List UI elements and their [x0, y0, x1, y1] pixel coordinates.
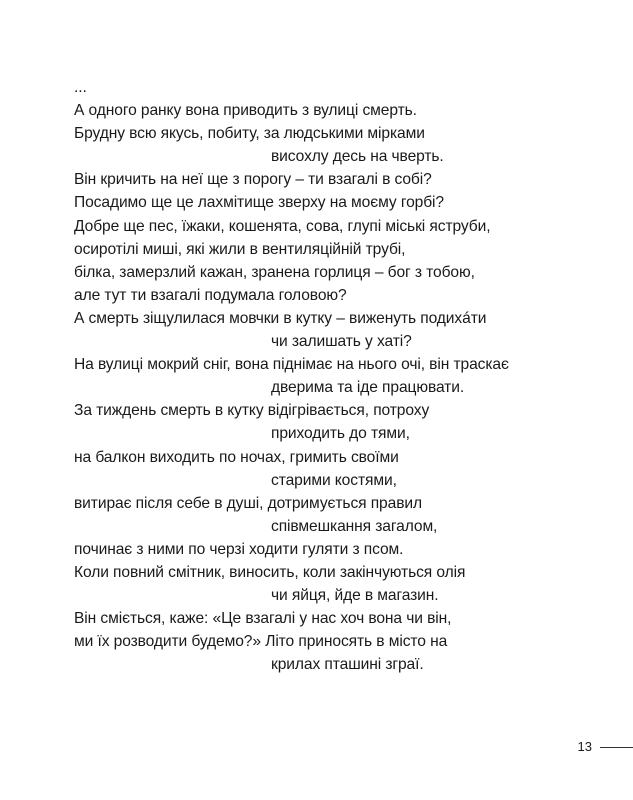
- poem-line: але тут ти взагалі подумала головою?: [74, 286, 347, 304]
- poem-text: [74, 76, 594, 676]
- poem-line: Коли повний смітник, виносить, коли закінчуються олія: [74, 563, 466, 581]
- poem-line-continuation: висохлу десь на чверть.: [271, 148, 444, 166]
- poem-line-continuation: приходить до тями,: [271, 425, 410, 443]
- poem-line: ...: [74, 79, 87, 96]
- poem-line: Брудну всю якусь, побиту, за людськими мірками: [74, 125, 425, 143]
- poem-line-continuation: співмешкання загалом,: [271, 517, 438, 535]
- poem-line: на балкон виходить по ночах, гримить своїми: [74, 448, 399, 466]
- poem-line: Він сміється, каже: «Це взагалі у нас хоч вона чи він,: [74, 610, 452, 628]
- poem-line-continuation: чи залишать у хаті?: [271, 333, 412, 351]
- poem-line: витирає після себе в душі, дотримується правил: [74, 494, 422, 512]
- poem-line-continuation: чи яйця, йде в магазин.: [271, 587, 439, 605]
- poem-line: ми їх розводити будемо?» Літо приносять в місто на: [74, 633, 448, 651]
- page-number: 13: [577, 739, 592, 754]
- poem-line: білка, замерзлий кажан, зранена горлиця – бог з тобою,: [74, 263, 475, 281]
- page-number-rule: [600, 747, 633, 748]
- poem-line: починає з ними по черзі ходити гуляти з псом.: [74, 540, 404, 558]
- poem-line-continuation: старими костями,: [271, 471, 397, 489]
- poem-line-continuation: дверима та іде працювати.: [271, 379, 465, 397]
- poem-line: А смерть зіщулилася мовчки в кутку – виженуть подихáти: [74, 309, 487, 327]
- poem-line: осиротілі миші, які жили в вентиляційній трубі,: [74, 240, 406, 258]
- poem-line: Він кричить на неї ще з порогу – ти взагалі в собі?: [74, 171, 432, 189]
- poem-line: За тиждень смерть в кутку відігрівається, потроху: [74, 402, 430, 420]
- poem-line: На вулиці мокрий сніг, вона піднімає на нього очі, він траскає: [74, 356, 509, 374]
- poem-line: Добре ще пес, їжаки, кошенята, сова, глупі міські яструби,: [74, 217, 491, 235]
- poem-line: А одного ранку вона приводить з вулиці смерть.: [74, 102, 417, 120]
- poem-line-continuation: крилах пташині зграї.: [271, 656, 424, 674]
- poem-line: Посадимо ще це лахмітище зверху на моєму горбі?: [74, 194, 444, 212]
- page-footer: [578, 739, 633, 755]
